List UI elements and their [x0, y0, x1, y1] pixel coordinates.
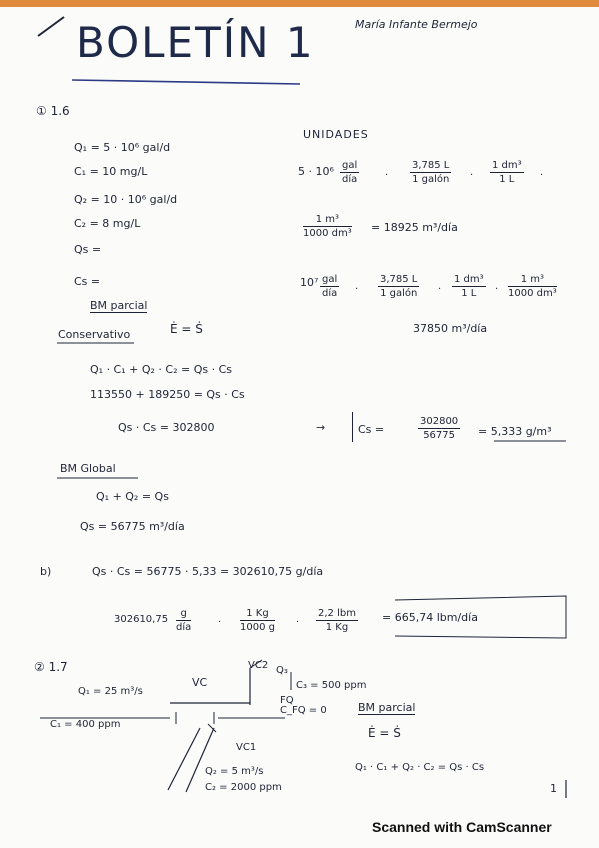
bm-parcial-eq1: Q₁ · C₁ + Q₂ · C₂ = Qs · Cs — [90, 363, 233, 376]
p2-q1: Q₁ = 25 m³/s — [78, 686, 143, 697]
part-b-f1-den: día — [176, 622, 192, 633]
diagram-branch-joint — [208, 724, 216, 732]
cs-fraction — [418, 416, 460, 441]
part-b-f3-num: 2,2 lbm — [318, 608, 356, 619]
page-title: BOLETÍN 1 — [76, 18, 315, 67]
conv1-f1-den: día — [342, 174, 358, 185]
conv2-num: 1 m³ — [315, 214, 340, 225]
part-b-f3-den: 1 Kg — [325, 622, 349, 633]
conv3-fraction-4 — [508, 274, 557, 299]
part-b-label: b) — [40, 565, 52, 578]
bm-global-eq1: Q₁ + Q₂ = Qs — [96, 490, 169, 503]
part-b-f2-den: 1000 g — [240, 622, 275, 633]
conv1-f3-den: 1 L — [499, 174, 515, 185]
p2-eq: Q₁ · C₁ + Q₂ · C₂ = Qs · Cs — [355, 762, 485, 773]
page-number: 1 — [550, 782, 557, 795]
bm-parcial-eq2: 113550 + 189250 = Qs · Cs — [90, 388, 245, 401]
bm-parcial-balance: Ė = Ṡ — [170, 322, 203, 336]
conv2-fraction — [303, 214, 352, 239]
conv3-f1-num: gal — [322, 274, 338, 285]
part-b-lead: 302610,75 — [114, 614, 169, 625]
units-heading: UNIDADES — [303, 128, 369, 141]
conv3-f4-num: 1 m³ — [520, 274, 545, 285]
conv1-f3-num: 1 dm³ — [492, 160, 522, 171]
var-q2: Q₂ = 10 · 10⁶ gal/d — [74, 193, 178, 206]
cs-result: = 5,333 g/m³ — [478, 425, 552, 438]
conv3-fraction-3 — [452, 274, 486, 299]
part-b-eq: Qs · Cs = 56775 · 5,33 = 302610,75 g/día — [92, 565, 324, 578]
bm-global-eq2: Qs = 56775 m³/día — [80, 520, 185, 533]
conv1-fraction-1 — [340, 160, 359, 185]
cs-arrow: → — [316, 421, 326, 434]
cs-bracket — [352, 412, 354, 442]
cs-lhs: Cs = — [358, 423, 385, 436]
conv3-lead: 10⁷ — [300, 276, 319, 289]
var-c1: C₁ = 10 mg/L — [74, 165, 148, 178]
p2-c1: C₁ = 400 ppm — [50, 719, 121, 730]
diagram-branch-left — [168, 728, 200, 790]
part-b-f2-num: 1 Kg — [246, 608, 269, 619]
scanner-watermark: Scanned with CamScanner — [372, 819, 552, 835]
conv3-fraction-1 — [320, 274, 339, 299]
cs-den: 56775 — [423, 430, 455, 441]
cs-num: 302800 — [420, 416, 459, 427]
conv1-fraction-2 — [410, 160, 451, 185]
conv1-fraction-3 — [490, 160, 524, 185]
p2-fq: FQ — [280, 695, 294, 706]
p2-q3: Q₃ — [276, 665, 288, 676]
conv3-f3-num: 1 dm³ — [454, 274, 484, 285]
var-q1: Q₁ = 5 · 10⁶ gal/d — [74, 141, 171, 154]
p2-vc: VC — [192, 676, 208, 689]
conv3-f4-den: 1000 dm³ — [508, 288, 557, 299]
problem-1-label: ① 1.6 — [36, 104, 70, 118]
part-b-f1-num: g — [180, 608, 187, 619]
part-b-fraction-1 — [176, 608, 191, 633]
p2-vc1: VC1 — [236, 742, 257, 753]
conv2-den: 1000 dm³ — [303, 228, 352, 239]
conv1-f2-den: 1 galón — [412, 174, 450, 185]
scanned-page: BOLETÍN 1 María Infante Bermejo ① 1.6 Q₁ = 5 · 10⁶ gal/d C₁ = 10 mg/L Q₂ = 10 · 10⁶ gal/d C₂ = 8 mg/L Qs = Cs = UNIDADES 5 · 10⁶ gal día · 3,785 L 1 galón · 1 dm³ 1 L · 1 m³ 1000 dm³ = 18925 m³/día 10⁷ gal día · 3,785 L 1 galón · 1 dm³ 1 L · 1 m³ 1000 dm³ 37850 m³/día BM parcial Conservativo Ė = Ṡ Q₁ · C₁ + Q₂ · C₂ = Qs · Cs 113550 + 189250 = Qs · Cs Qs · Cs = 302800 → Cs = 302800 56775 = 5,333 g/m³ BM Global Q₁ + Q₂ = Qs Qs = 56775 m³/día b) Qs · Cs = 56775 · 5,33 = 302610,75 g/día 302610,75 g día · 1 Kg 1000 g · 2,2 lbm 1 Kg = 665,74 lbm/día ② 1.7 Q₁ = 25 m³/s C₁ = 400 ppm VC VC2 Q₃ C₃ = 500 ppm FQ C_FQ = 0 VC1 Q₂ = 5 m³/s C₂ = 2000 ppm BM parcial Ė = Ṡ Q₁ · C₁ + Q₂ · C₂ = Qs · Cs 1 Scanned with CamScanner — [0, 0, 599, 848]
p2-balance: Ė = Ṡ — [368, 726, 401, 740]
p2-vc2: VC2 — [248, 660, 269, 671]
p2-cfq: C_FQ = 0 — [280, 705, 327, 716]
conv1-f1-num: gal — [342, 160, 358, 171]
part-b-fraction-2 — [240, 608, 275, 633]
part-b-result: = 665,74 lbm/día — [382, 611, 478, 624]
conv3-f2-num: 3,785 L — [380, 274, 418, 285]
var-qs: Qs = — [74, 243, 102, 256]
bm-parcial-heading: BM parcial — [90, 299, 148, 312]
part-b-fraction-3 — [316, 608, 358, 633]
author-name: María Infante Bermejo — [355, 18, 478, 31]
conservativo-label: Conservativo — [58, 328, 131, 341]
title-underline — [72, 80, 300, 84]
var-cs: Cs = — [74, 275, 101, 288]
conv3-f1-den: día — [322, 288, 338, 299]
p2-c3: C₃ = 500 ppm — [296, 680, 367, 691]
conv3-f2-den: 1 galón — [380, 288, 418, 299]
conv1-lead: 5 · 10⁶ — [298, 165, 334, 178]
p2-q2: Q₂ = 5 m³/s — [205, 766, 264, 777]
p2-c2: C₂ = 2000 ppm — [205, 782, 282, 793]
conv3-result: 37850 m³/día — [413, 322, 488, 335]
problem-2-label: ② 1.7 — [34, 660, 68, 674]
conv3-fraction-2 — [378, 274, 419, 299]
bm-global-heading: BM Global — [60, 462, 116, 475]
conv3-f3-den: 1 L — [461, 288, 477, 299]
p2-bm-heading: BM parcial — [358, 701, 416, 714]
conv1-f2-num: 3,785 L — [412, 160, 450, 171]
corner-stroke — [38, 17, 64, 36]
bm-parcial-eq3: Qs · Cs = 302800 — [118, 421, 215, 434]
var-c2: C₂ = 8 mg/L — [74, 217, 141, 230]
conv2-result: = 18925 m³/día — [371, 221, 458, 234]
